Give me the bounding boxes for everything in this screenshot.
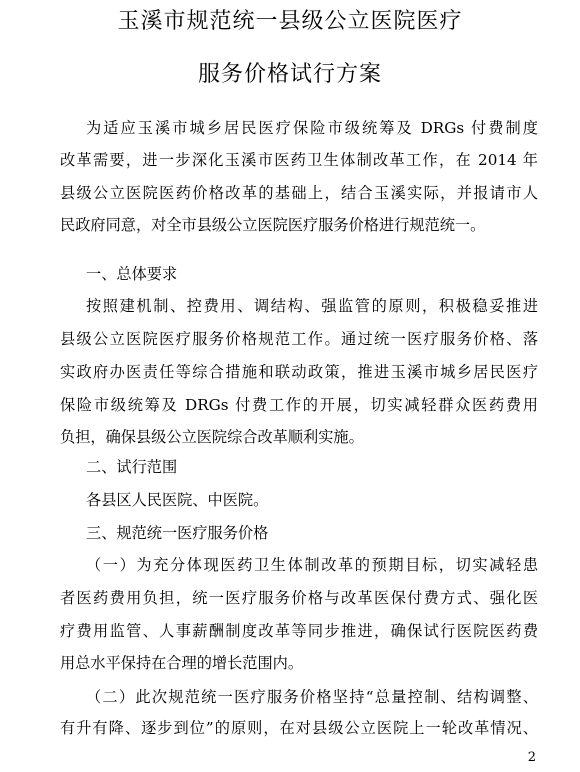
paragraph-line: （二）此次规范统一医疗服务价格坚持“总量控制、结构调整、 xyxy=(86,688,538,706)
paragraph-line: 民政府同意，对全市县级公立医院医疗服务价格进行规范统一。 xyxy=(60,216,486,234)
section-heading: 二、试行范围 xyxy=(86,458,178,476)
paragraph-line: 疗费用监管、人事薪酬制度改革等同步推进，确保试行医院医药费 xyxy=(60,622,538,640)
paragraph-line: 用总水平保持在合理的增长范围内。 xyxy=(60,654,303,672)
paragraph-line: 者医药费用负担，统一医疗服务价格与改革医保付费方式、强化医 xyxy=(60,589,538,607)
paragraph-line: （一）为充分体现医药卫生体制改革的预期目标，切实减轻患 xyxy=(86,556,538,574)
paragraph-line: 保险市级统筹及 DRGs 付费工作的开展，切实减轻群众医药费用 xyxy=(60,396,538,414)
section-heading: 一、总体要求 xyxy=(86,265,178,283)
paragraph-line: 为适应玉溪市城乡居民医疗保险市级统筹及 DRGs 付费制度 xyxy=(86,119,538,137)
page-number: 2 xyxy=(527,750,536,765)
paragraph-line: 县级公立医院医疗服务价格规范工作。通过统一医疗服务价格、落 xyxy=(60,330,538,348)
paragraph-line: 实政府办医责任等综合措施和联动政策，推进玉溪市城乡居民医疗 xyxy=(60,363,538,381)
document-title-line-2: 服务价格试行方案 xyxy=(197,62,382,87)
paragraph-line: 改革需要，进一步深化玉溪市医药卫生体制改革工作，在 2014 年 xyxy=(60,151,538,169)
paragraph-line: 县级公立医院医药价格改革的基础上，结合玉溪实际，并报请市人 xyxy=(60,184,538,202)
paragraph-line: 按照建机制、控费用、调结构、强监管的原则，积极稳妥推进 xyxy=(86,297,538,315)
paragraph-line: 有升有降、逐步到位”的原则，在对县级公立医院上一轮改革情况、 xyxy=(60,719,538,737)
paragraph-line: 负担，确保县级公立医院综合改革顺利实施。 xyxy=(60,428,364,446)
section-heading: 三、规范统一医疗服务价格 xyxy=(86,524,269,542)
paragraph-line: 各县区人民医院、中医院。 xyxy=(86,491,269,509)
document-title-line-1: 玉溪市规范统一县级公立医院医疗 xyxy=(117,9,463,34)
